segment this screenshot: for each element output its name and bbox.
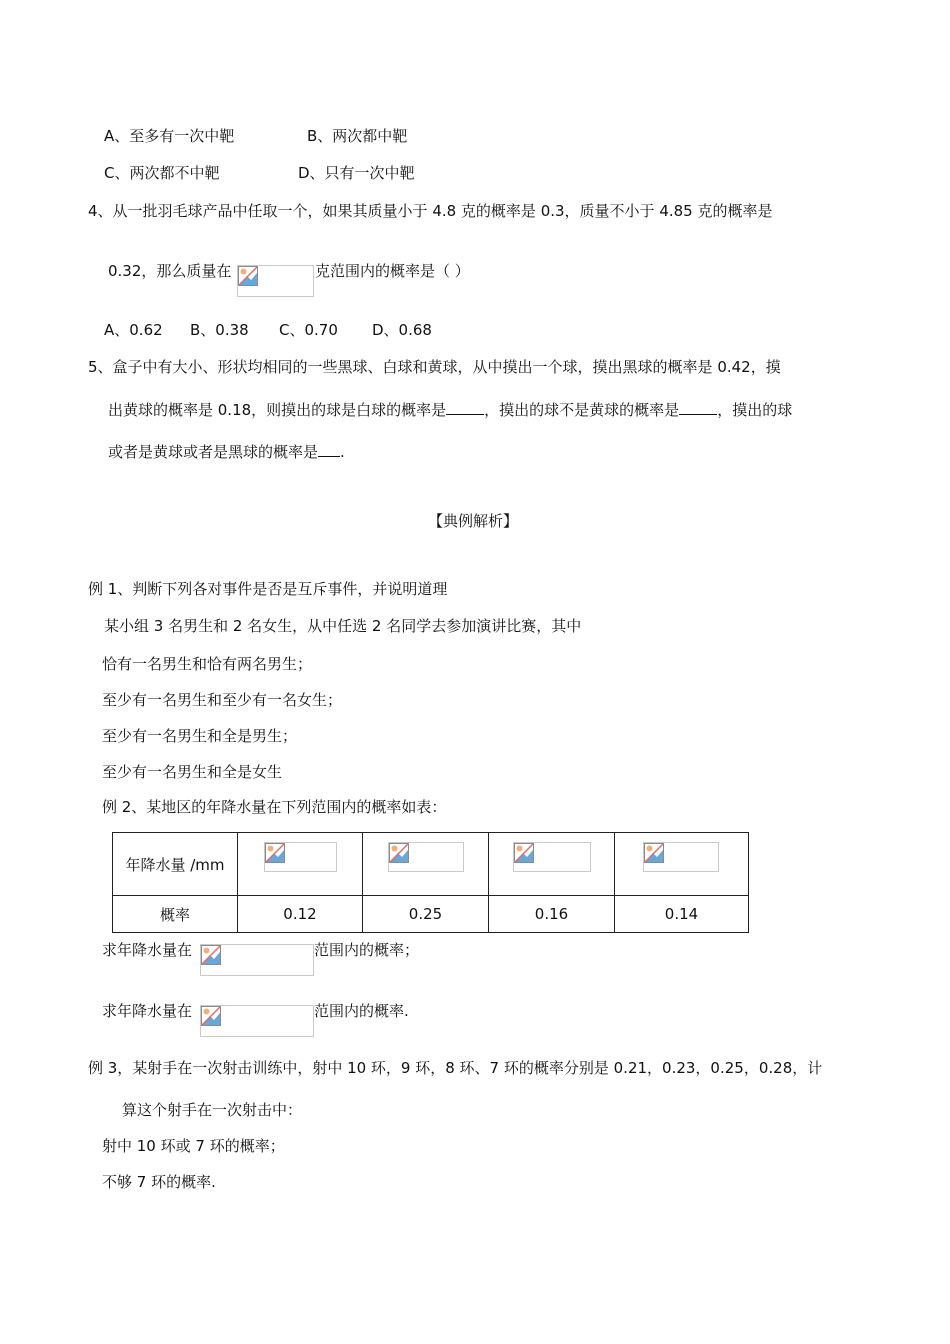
table-header-probability: 概率 (113, 896, 238, 933)
formula-image-placeholder (388, 842, 464, 872)
rainfall-probability-table (112, 832, 749, 933)
example-3-item-2: 不够 7 环的概率. (102, 1173, 216, 1191)
q3-option-b: B、两次都中靶 (307, 127, 408, 145)
q5-line-2 (108, 398, 792, 420)
q5-text-b: ，摸出的球不是黄球的概率是 (484, 401, 680, 419)
example-2-question-2-before: 求年降水量在 (102, 1002, 193, 1020)
table-cell-range-3 (489, 833, 615, 896)
q5-line-1: 5、盒子中有大小、形状均相同的一些黑球、白球和黄球，从中摸出一个球，摸出黑球的概率是 0.42，摸 (88, 358, 781, 376)
table-cell-value: 0.25 (363, 896, 489, 933)
example-1-item-4: 至少有一名男生和全是女生 (102, 763, 283, 781)
q4-line-1: 4、从一批羽毛球产品中任取一个，如果其质量小于 4.8 克的概率是 0.3，质量不小于 4.85 克的概率是 (88, 202, 773, 220)
table-cell-range-1 (238, 833, 363, 896)
q5-text-c: ，摸出的球 (717, 401, 793, 419)
example-2-question-2-after: 范围内的概率. (314, 1002, 409, 1020)
broken-image-icon (514, 843, 534, 863)
table-cell-value: 0.16 (489, 896, 615, 933)
example-2-question-1-before: 求年降水量在 (102, 941, 193, 959)
q4-option-b: B、0.38 (190, 321, 249, 339)
q4-option-d: D、0.68 (372, 321, 432, 339)
q4-option-c: C、0.70 (279, 321, 338, 339)
answer-blank (679, 398, 717, 415)
example-3-line-2: 算这个射手在一次射击中： (122, 1101, 303, 1119)
example-1-item-2: 至少有一名男生和至少有一名女生； (102, 691, 343, 709)
broken-image-icon (201, 945, 221, 965)
example-1-item-3: 至少有一名男生和全是男生； (102, 727, 298, 745)
section-heading: 【典例解析】 (428, 512, 519, 530)
table-row-rainfall (113, 833, 749, 896)
formula-image-placeholder (513, 842, 591, 872)
example-1-intro: 某小组 3 名男生和 2 名女生，从中任选 2 名同学去参加演讲比赛，其中 (104, 617, 582, 635)
table-cell-range-2 (363, 833, 489, 896)
q5-text-d: 或者是黄球或者是黑球的概率是 (108, 443, 319, 461)
table-cell-value: 0.14 (615, 896, 749, 933)
formula-image-placeholder (643, 842, 719, 872)
example-3-item-1: 射中 10 环或 7 环的概率； (102, 1137, 285, 1155)
example-2-question-1-after: 范围内的概率； (314, 941, 420, 959)
example-1-title: 例 1、判断下列各对事件是否是互斥事件，并说明道理 (88, 580, 448, 598)
formula-image-placeholder (237, 265, 314, 297)
formula-image-placeholder (200, 1005, 314, 1037)
q5-text-a: 出黄球的概率是 0.18，则摸出的球是白球的概率是 (108, 401, 447, 419)
table-row-probability (113, 896, 749, 933)
broken-image-icon (389, 843, 409, 863)
example-2-title: 例 2、某地区的年降水量在下列范围内的概率如表： (102, 798, 447, 816)
formula-image-placeholder (264, 842, 337, 872)
q4-line-2-after: 克范围内的概率是（ ） (315, 262, 470, 280)
broken-image-icon (644, 843, 664, 863)
broken-image-icon (238, 266, 258, 286)
q5-line-3 (108, 440, 345, 462)
table-cell-range-4 (615, 833, 749, 896)
q5-text-e: . (340, 443, 345, 461)
example-1-item-1: 恰有一名男生和恰有两名男生； (102, 655, 313, 673)
formula-image-placeholder (200, 944, 314, 976)
q4-option-a: A、0.62 (104, 321, 163, 339)
q3-option-a: A、至多有一次中靶 (104, 127, 235, 145)
example-3-line-1: 例 3，某射手在一次射击训练中，射中 10 环，9 环，8 环、7 环的概率分别是 0.21，0.23，0.25，0.28，计 (88, 1059, 823, 1077)
broken-image-icon (265, 843, 285, 863)
table-header-rainfall: 年降水量 /mm (113, 833, 238, 896)
q3-option-c: C、两次都不中靶 (104, 164, 220, 182)
q3-option-d: D、只有一次中靶 (298, 164, 415, 182)
answer-blank (318, 440, 340, 457)
table-cell-value: 0.12 (238, 896, 363, 933)
q4-line-2-before: 0.32，那么质量在 (108, 262, 232, 280)
answer-blank (446, 398, 484, 415)
broken-image-icon (201, 1006, 221, 1026)
